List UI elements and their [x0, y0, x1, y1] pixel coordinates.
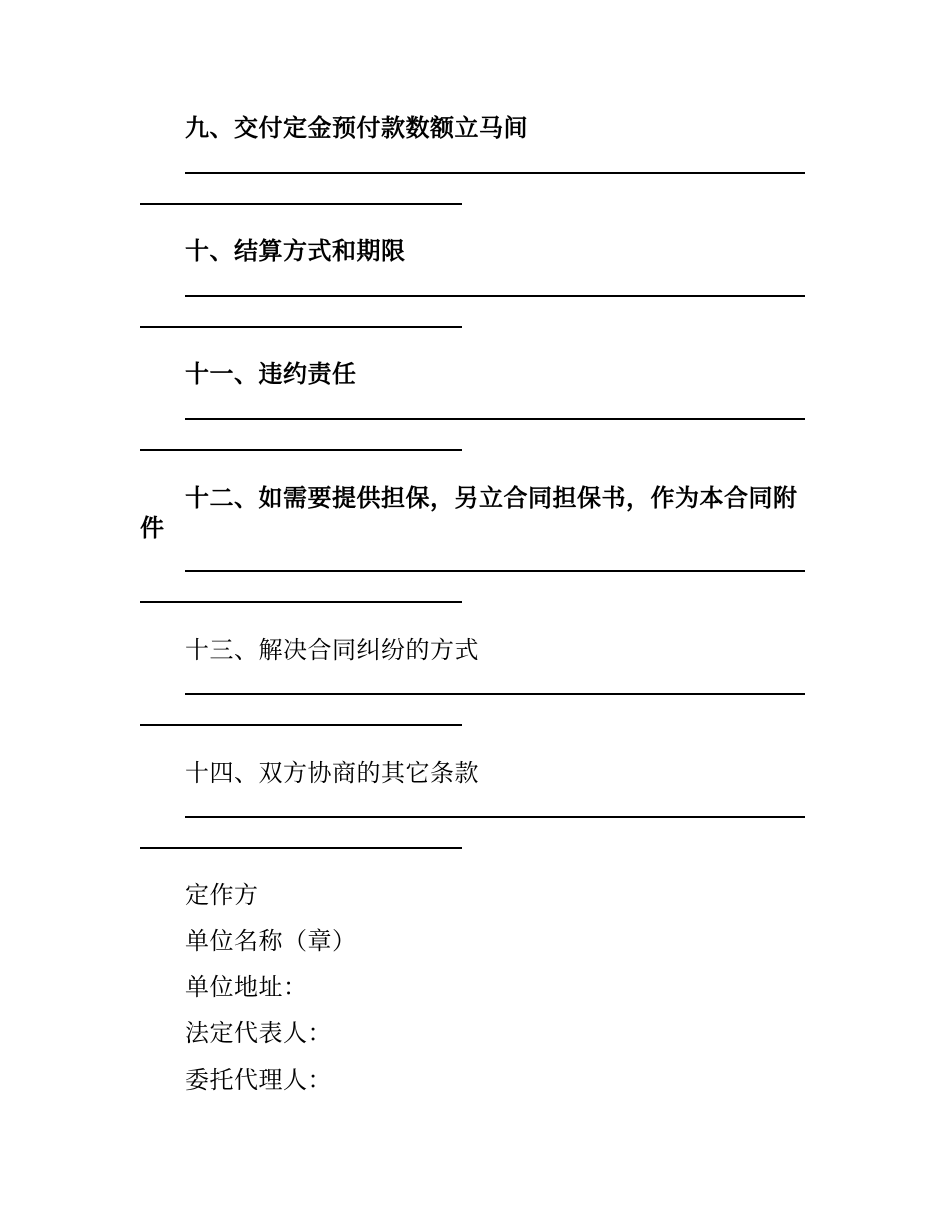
- section-heading-13: 十三、解决合同纠纷的方式: [185, 636, 479, 664]
- fill-line-13-second: [140, 724, 462, 726]
- fill-line-11-second: [140, 449, 462, 451]
- section-heading-12: 十二、如需要提供担保，另立合同担保书，作为本合同附件: [140, 483, 798, 542]
- signature-unit-address: 单位地址：: [185, 973, 308, 1001]
- section-heading-14: 十四、双方协商的其它条款: [185, 759, 479, 787]
- fill-line-9-second: [140, 203, 462, 205]
- section-heading-11: 十一、违约责任: [185, 359, 357, 388]
- fill-line-12-first: [185, 570, 805, 572]
- fill-line-14-second: [140, 847, 462, 849]
- fill-line-14-first: [185, 816, 805, 818]
- fill-line-9-first: [185, 172, 805, 174]
- signature-agent: 委托代理人：: [185, 1066, 332, 1094]
- signature-legal-rep: 法定代表人：: [185, 1019, 332, 1047]
- signature-party: 定作方: [185, 881, 259, 909]
- section-heading-9: 九、交付定金预付款数额立马间: [185, 113, 528, 142]
- fill-line-10-second: [140, 326, 462, 328]
- fill-line-11-first: [185, 418, 805, 420]
- signature-unit-name: 单位名称（章）: [185, 927, 357, 955]
- fill-line-13-first: [185, 693, 805, 695]
- section-heading-10: 十、结算方式和期限: [185, 236, 406, 265]
- fill-line-10-first: [185, 295, 805, 297]
- fill-line-12-second: [140, 601, 462, 603]
